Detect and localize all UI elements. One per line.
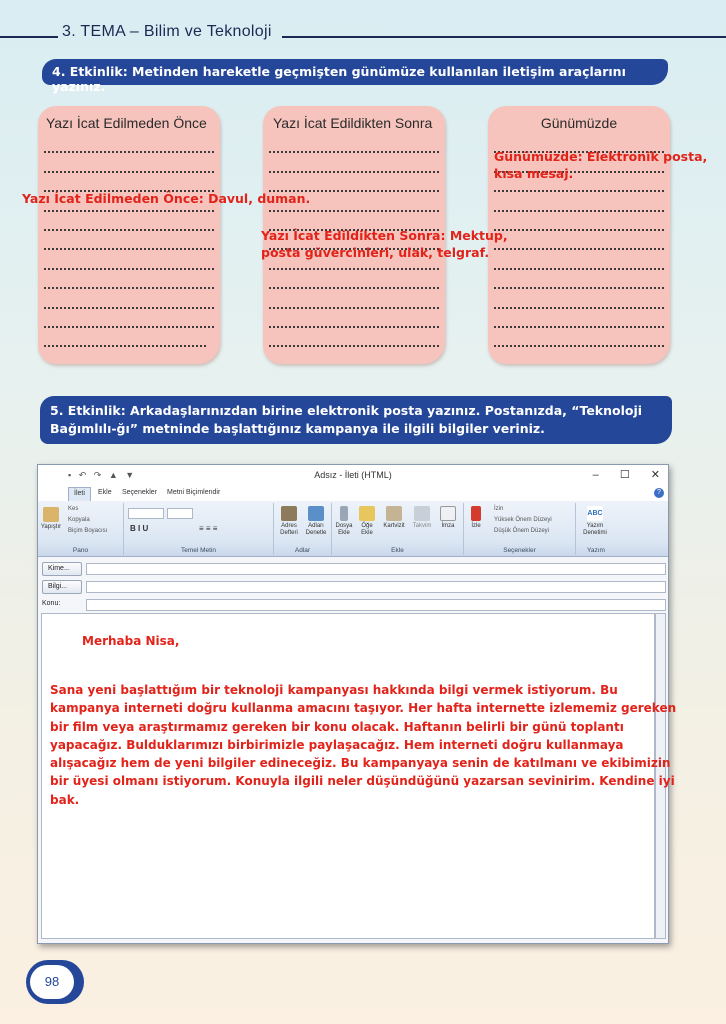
calendar-button[interactable]: Takvim: [410, 506, 434, 530]
group-label: Temel Metin: [180, 547, 217, 554]
font-size-select[interactable]: [167, 508, 193, 519]
window-title: Adsız - İleti (HTML): [314, 470, 392, 480]
email-greeting: Merhaba Nisa,: [82, 634, 180, 648]
ribbon: [38, 501, 668, 557]
business-card-icon: [386, 506, 402, 521]
subject-field[interactable]: [86, 599, 666, 611]
permission-button[interactable]: İzin: [494, 506, 504, 512]
cc-field[interactable]: [86, 581, 666, 593]
answer-after-writing: Yazı İcat Edildikten Sonra: Mektup, posta güvercinleri, ulak, telgraf.: [261, 228, 508, 260]
check-names-icon: [308, 506, 324, 521]
answer-before-writing: Yazı İcat Edilmeden Önce: Davul, duman.: [22, 191, 311, 206]
format-painter-button[interactable]: Biçim Boyacısı: [68, 528, 108, 534]
envelope-icon: [359, 506, 375, 521]
abc-check-icon: ABC: [587, 506, 603, 521]
to-field[interactable]: [86, 563, 666, 575]
attach-file-button[interactable]: Dosya Ekle: [334, 506, 354, 537]
signature-icon: [440, 506, 456, 521]
email-body-text: Sana yeni başlattığım bir teknoloji kampanyası hakkında bilgi vermek istiyorum. Bu kampanya interneti doğru kullanma amacını taşıyor. Her hafta internette izlememiz gereken bir film veya araştırmamız gereken bir konu olacak. Haftanın belirli bir günü toplantı yapacağız. Bulduklarımızı birbirimizle paylaşacağız. Hem interneti doğru kullanmaya alışacağız hem de yeni bilgiler edineceğiz. Bu kampanyaya senin de katılmanı ve ekibimizin bir üyesi olmanı istiyorum. Konuyla ilgili neler düşündüğünü yazarsan sevinirim. Kendine iyi bak.: [50, 683, 677, 807]
tab-format-text[interactable]: Metni Biçimlendir: [167, 489, 221, 496]
redo-icon[interactable]: ↷: [93, 470, 102, 480]
close-icon[interactable]: ✕: [650, 469, 660, 481]
help-icon[interactable]: ?: [654, 488, 664, 498]
cut-button[interactable]: Kes: [68, 506, 79, 512]
window-titlebar: [38, 465, 668, 487]
calendar-icon: [414, 506, 430, 521]
card-before-writing: [38, 106, 220, 364]
business-card-button[interactable]: Kartvizit: [380, 506, 408, 530]
cc-button[interactable]: Bilgi...: [42, 580, 82, 594]
check-names-button[interactable]: Adları Denetle: [303, 506, 329, 537]
group-options: [464, 503, 576, 555]
ribbon-tabs: [38, 487, 668, 501]
group-names: [274, 503, 332, 555]
group-label: Seçenekler: [503, 547, 536, 554]
card-heading: Yazı İcat Edilmeden Önce: [46, 115, 207, 131]
tab-options[interactable]: Seçenekler: [122, 489, 158, 496]
group-include: [332, 503, 464, 555]
save-icon[interactable]: ▪: [68, 470, 72, 480]
group-label: Pano: [72, 547, 89, 554]
font-name-select[interactable]: [128, 508, 164, 519]
header-rule-left: [0, 36, 58, 38]
high-importance-button[interactable]: Yüksek Önem Düzeyi: [494, 517, 552, 523]
subject-label: Konu:: [42, 600, 61, 607]
clipboard-icon: [43, 507, 59, 522]
group-label: Adlar: [294, 547, 311, 554]
address-book-icon: [281, 506, 297, 521]
answer-today: Günümüzde: Elektronik posta, kısa mesaj.: [494, 149, 708, 181]
up-icon[interactable]: ▲: [108, 470, 118, 480]
page-number: 98: [30, 965, 74, 999]
minimize-icon[interactable]: –: [592, 469, 599, 481]
flag-icon: [471, 506, 481, 521]
group-label: Ekle: [391, 547, 404, 554]
activity-4-title: 4. Etkinlik: Metinden hareketle geçmişten günümüze kullanılan iletişim araçlarını yazınız.: [42, 59, 668, 85]
follow-up-button[interactable]: İzle: [467, 506, 485, 530]
theme-title: 3. TEMA – Bilim ve Teknoloji: [62, 23, 272, 40]
paste-button[interactable]: Yapıştır: [40, 507, 62, 531]
card-heading: Günümüzde: [540, 115, 618, 131]
activity-5-title: 5. Etkinlik: Arkadaşlarınızdan birine elektronik posta yazınız. Postanızda, “Teknoloji Bağımlılı-ğı” metninde başlattığınız kampanya ile ilgili bilgiler veriniz.: [40, 396, 672, 444]
undo-icon[interactable]: ↶: [78, 470, 87, 480]
header-rule-right: [282, 36, 726, 38]
group-label: Yazım: [587, 547, 605, 554]
card-heading: Yazı İcat Edildikten Sonra: [273, 115, 433, 131]
align-buttons[interactable]: ≡ ≡ ≡: [199, 524, 218, 533]
bold-italic-underline-buttons[interactable]: B I U: [130, 524, 149, 533]
to-button[interactable]: Kime...: [42, 562, 82, 576]
address-book-button[interactable]: Adres Defteri: [277, 506, 301, 537]
group-basic-text: [124, 503, 274, 555]
page-header: [0, 18, 726, 48]
tab-insert[interactable]: Ekle: [98, 489, 112, 496]
copy-button[interactable]: Kopyala: [68, 517, 90, 523]
spelling-button[interactable]: ABC Yazım Denetimi: [579, 506, 611, 537]
attach-item-button[interactable]: Öğe Ekle: [356, 506, 378, 537]
down-icon[interactable]: ▼: [125, 470, 135, 480]
paperclip-icon: [340, 506, 348, 521]
tab-message[interactable]: İleti: [68, 487, 91, 501]
group-clipboard: [38, 503, 124, 555]
maximize-icon[interactable]: ☐: [619, 469, 630, 481]
group-proofing: [576, 503, 616, 555]
signature-button[interactable]: İmza: [436, 506, 460, 530]
low-importance-button[interactable]: Düşük Önem Düzeyi: [494, 528, 550, 534]
window-controls: [575, 468, 660, 481]
dotted-lines: [44, 134, 214, 347]
